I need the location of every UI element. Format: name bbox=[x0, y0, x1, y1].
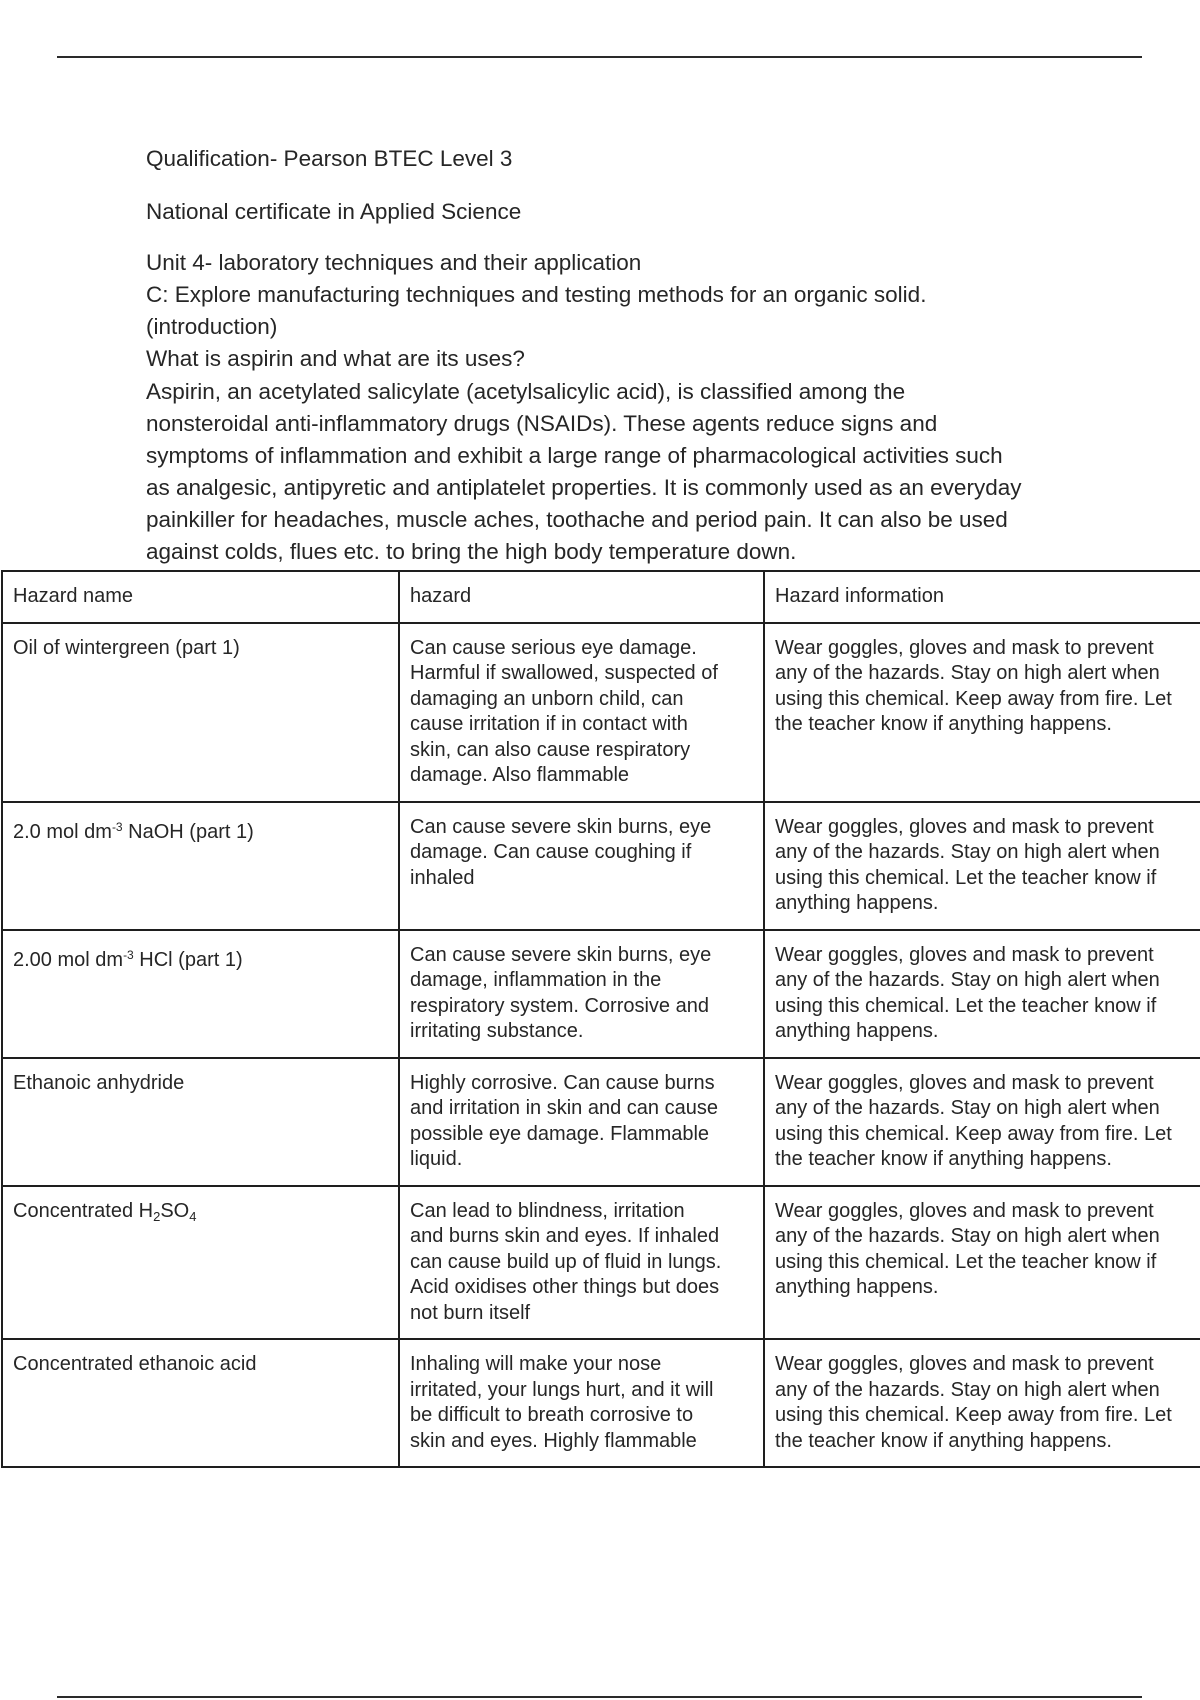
hazard-name-cell: Concentrated $H_2SO_4$ bbox=[2, 1186, 399, 1340]
question-heading: What is aspirin and what are its uses? bbox=[146, 346, 525, 371]
section-note: (introduction) bbox=[146, 314, 278, 339]
footer-rule bbox=[57, 1696, 1142, 1698]
hazard-cell: Highly corrosive. Can cause burns and irritation in skin and can cause possible eye damage. Flammable liquid. bbox=[399, 1058, 764, 1186]
hazard-cell: Can cause severe skin burns, eye damage, inflammation in the respiratory system. Corrosive and irritating substance. bbox=[399, 930, 764, 1058]
hazard-information-cell: Wear goggles, gloves and mask to prevent any of the hazards. Stay on high alert when using this chemical. Let the teacher know if anything happens. bbox=[764, 930, 1200, 1058]
hazard-cell: Can lead to blindness, irritation and burns skin and eyes. If inhaled can cause build up of fluid in lungs. Acid oxidises other things but does not burn itself bbox=[399, 1186, 764, 1340]
table-row bbox=[2, 930, 1200, 1058]
hazard-cell: Can cause serious eye damage. Harmful if swallowed, suspected of damaging an unborn child, can cause irritation if in contact with skin, can also cause respiratory damage. Also flammable bbox=[399, 623, 764, 802]
header-cell-hazard: hazard bbox=[399, 571, 764, 623]
table-row bbox=[2, 623, 1200, 802]
answer-line: nonsteroidal anti-inflammatory drugs (NSAIDs). These agents reduce signs and bbox=[146, 411, 938, 436]
hazard-cell: Can cause severe skin burns, eye damage. Can cause coughing if inhaled bbox=[399, 802, 764, 930]
section-line: C: Explore manufacturing techniques and testing methods for an organic solid. bbox=[146, 282, 927, 307]
header-cell-hazard-information: Hazard information bbox=[764, 571, 1200, 623]
certificate-line: National certificate in Applied Science bbox=[146, 199, 522, 224]
table-row bbox=[2, 1186, 1200, 1340]
hazard-table bbox=[1, 570, 1200, 1468]
hazard-information-cell: Wear goggles, gloves and mask to prevent any of the hazards. Stay on high alert when using this chemical. Let the teacher know if anything happens. bbox=[764, 802, 1200, 930]
table-row bbox=[2, 1058, 1200, 1186]
hazard-name-cell: 2.00 mol $dm^{-3}$ HCl (part 1) bbox=[2, 930, 399, 1058]
table-header-row bbox=[2, 571, 1200, 623]
answer-line: Aspirin, an acetylated salicylate (acetylsalicylic acid), is classified among the bbox=[146, 379, 906, 404]
hazard-information-cell: Wear goggles, gloves and mask to prevent any of the hazards. Stay on high alert when using this chemical. Let the teacher know if anything happens. bbox=[764, 1186, 1200, 1340]
hazard-information-cell: Wear goggles, gloves and mask to prevent any of the hazards. Stay on high alert when using this chemical. Keep away from fire. Let the teacher know if anything happens. bbox=[764, 1339, 1200, 1467]
hazard-information-cell: Wear goggles, gloves and mask to prevent any of the hazards. Stay on high alert when using this chemical. Keep away from fire. Let the teacher know if anything happens. bbox=[764, 1058, 1200, 1186]
hazard-name-cell: Ethanoic anhydride bbox=[2, 1058, 399, 1186]
unit-line: Unit 4- laboratory techniques and their application bbox=[146, 250, 642, 275]
header-cell-hazard-name: Hazard name bbox=[2, 571, 399, 623]
answer-line: as analgesic, antipyretic and antiplatelet properties. It is commonly used as an everyday bbox=[146, 475, 1022, 500]
hazard-name-cell: 2.0 mol $dm^{-3}$ NaOH (part 1) bbox=[2, 802, 399, 930]
qualification-line: Qualification- Pearson BTEC Level 3 bbox=[146, 146, 513, 171]
hazard-cell: Inhaling will make your nose irritated, your lungs hurt, and it will be difficult to breath corrosive to skin and eyes. Highly flammable bbox=[399, 1339, 764, 1467]
answer-line: symptoms of inflammation and exhibit a large range of pharmacological activities such bbox=[146, 443, 1003, 468]
hazard-name-cell: Oil of wintergreen (part 1) bbox=[2, 623, 399, 802]
hazard-name-cell: Concentrated ethanoic acid bbox=[2, 1339, 399, 1467]
answer-line: painkiller for headaches, muscle aches, toothache and period pain. It can also be used bbox=[146, 507, 1008, 532]
hazard-information-cell: Wear goggles, gloves and mask to prevent any of the hazards. Stay on high alert when using this chemical. Keep away from fire. Let the teacher know if anything happens. bbox=[764, 623, 1200, 802]
header-rule bbox=[57, 56, 1142, 58]
table-row bbox=[2, 1339, 1200, 1467]
answer-line: against colds, flues etc. to bring the high body temperature down. bbox=[146, 539, 797, 564]
table-row bbox=[2, 802, 1200, 930]
answer-paragraph bbox=[146, 376, 1146, 568]
